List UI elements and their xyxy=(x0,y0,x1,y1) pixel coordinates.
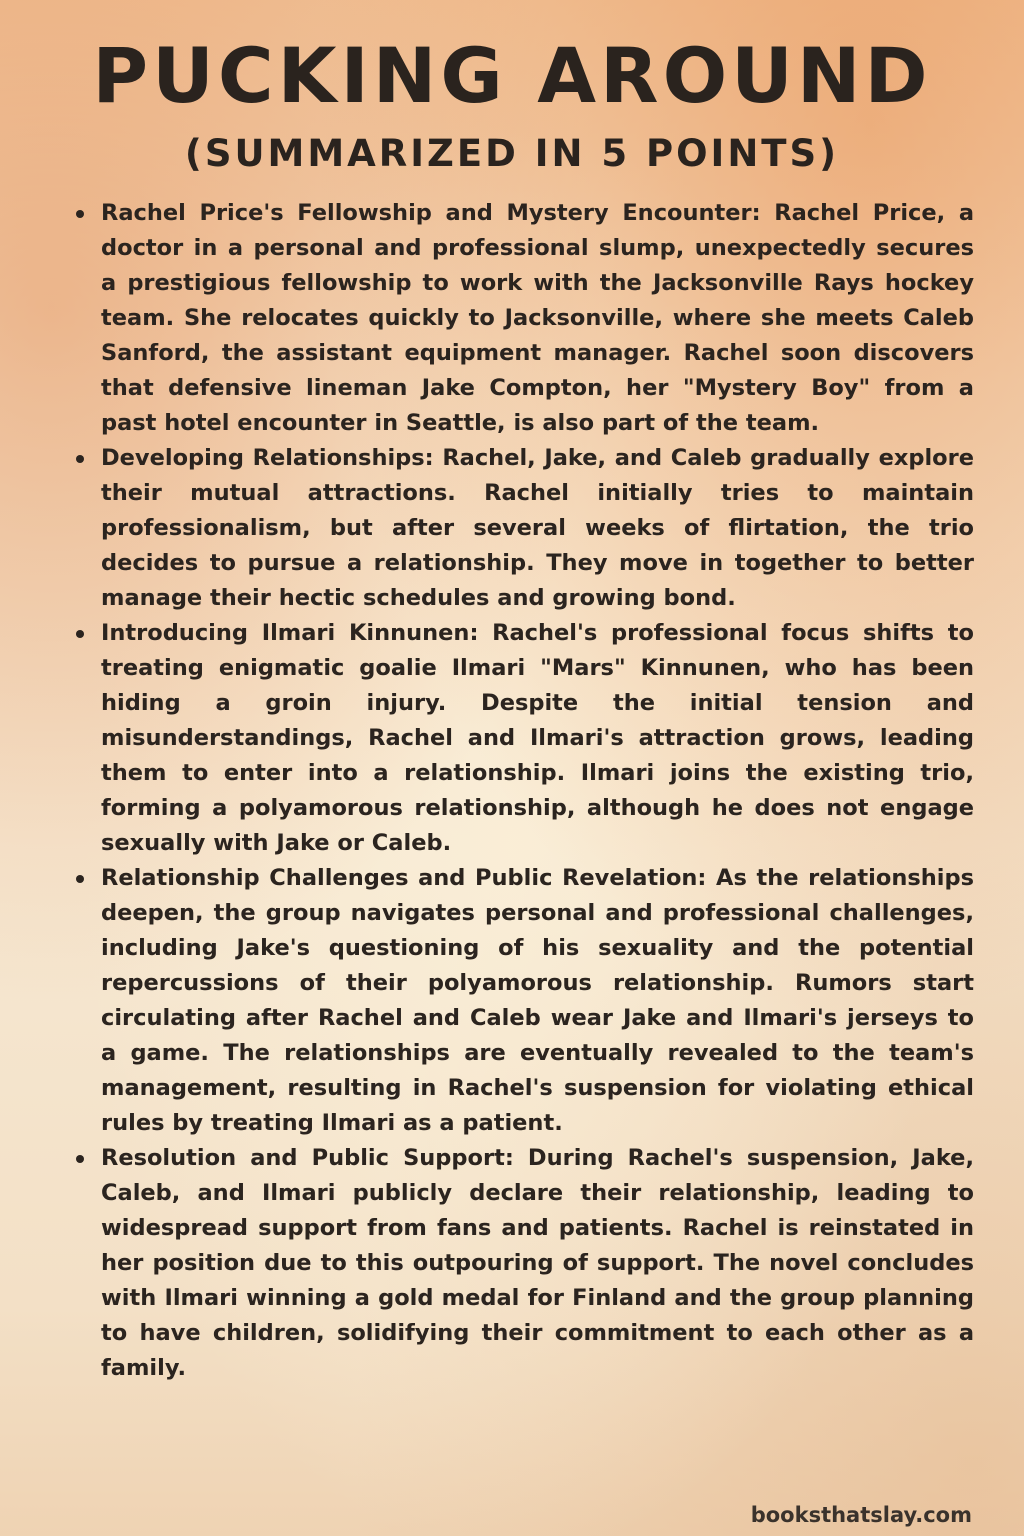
summary-point-text: Rachel Price's Fellowship and Mystery Encounter: Rachel Price, a doctor in a personal and professional slump, unexpectedly secures a prestigious fellowship to work with the Jacksonville Rays hockey team. She relocates quickly to Jacksonville, where she meets Caleb Sanford, the assistant equipment manager. Rachel soon discovers that defensive lineman Jake Compton, her "Mystery Boy" from a past hotel encounter in Seattle, is also part of the team. xyxy=(101,200,974,436)
bullet-dot-icon xyxy=(76,630,84,638)
page-subtitle: (SUMMARIZED IN 5 POINTS) xyxy=(184,132,840,175)
summary-point-text: Developing Relationships: Rachel, Jake, and Caleb gradually explore their mutual attractions. Rachel initially tries to maintain professionalism, but after several weeks of flirtation, the trio decides to pursue a relationship. They move in together to better manage their hectic schedules and growing bond. xyxy=(101,445,974,611)
bullet-dot-icon xyxy=(76,455,84,463)
page-title: PUCKING AROUND xyxy=(92,31,932,120)
bullet-dot-icon xyxy=(76,1155,84,1163)
summary-point-text: Resolution and Public Support: During Rachel's suspension, Jake, Caleb, and Ilmari publicly declare their relationship, leading to widespread support from fans and patients. Rachel is reinstated in her position due to this outpouring of support. The novel concludes with Ilmari winning a gold medal for Finland and the group planning to have children, solidifying their commitment to each other as a family. xyxy=(101,1145,974,1381)
bullet-dot-icon xyxy=(76,210,84,218)
bullet-dot-icon xyxy=(76,875,84,883)
summary-point-text: Introducing Ilmari Kinnunen: Rachel's professional focus shifts to treating enigmatic goalie Ilmari "Mars" Kinnunen, who has been hiding a groin injury. Despite the initial tension and misunderstandings, Rachel and Ilmari's attraction grows, leading them to enter into a relationship. Ilmari joins the existing trio, forming a polyamorous relationship, although he does not engage sexually with Jake or Caleb. xyxy=(101,620,974,856)
summary-point-text: Relationship Challenges and Public Revelation: As the relationships deepen, the group navigates personal and professional challenges, including Jake's questioning of his sexuality and the potential repercussions of their polyamorous relationship. Rumors start circulating after Rachel and Caleb wear Jake and Ilmari's jerseys to a game. The relationships are eventually revealed to the team's management, resulting in Rachel's suspension for violating ethical rules by treating Ilmari as a patient. xyxy=(101,865,974,1136)
summary-point xyxy=(72,196,974,441)
site-watermark: booksthatslay.com xyxy=(750,1503,972,1527)
summary-points-list xyxy=(72,196,974,1386)
summary-point xyxy=(72,861,974,1141)
summary-point xyxy=(72,616,974,861)
summary-point xyxy=(72,1141,974,1386)
summary-point xyxy=(72,441,974,616)
